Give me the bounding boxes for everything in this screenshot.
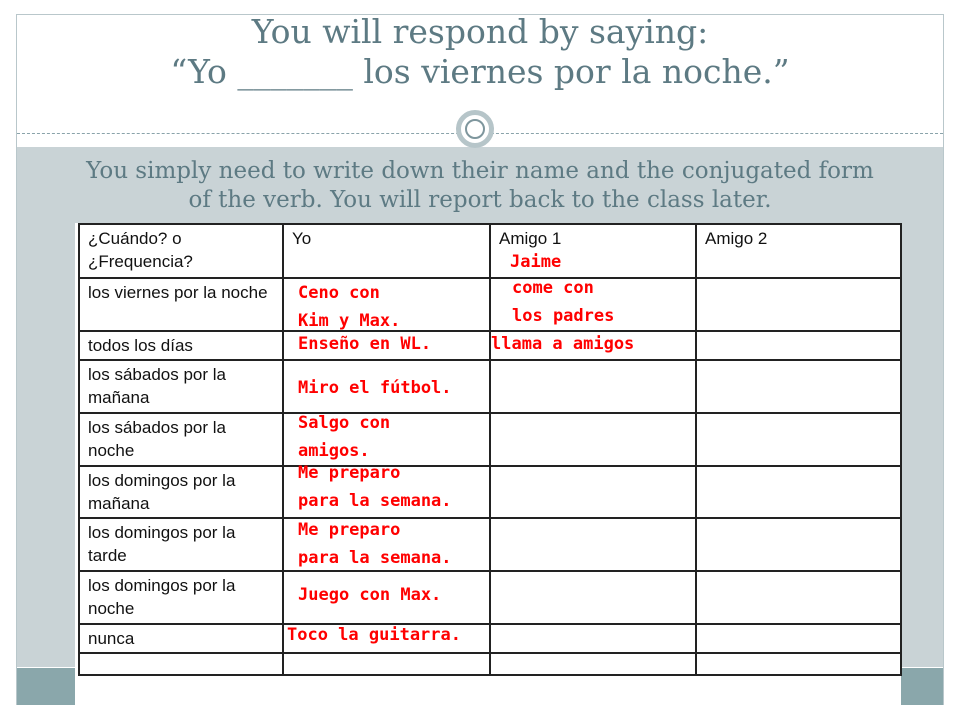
cell-yo — [283, 653, 490, 675]
amigo1-name: Jaime — [510, 252, 562, 272]
row-label — [79, 653, 283, 675]
cell-amigo-2 — [696, 331, 901, 360]
table-row — [79, 624, 901, 653]
row-label: nunca — [79, 624, 283, 653]
header-amigo-1: Amigo 1 — [490, 224, 696, 278]
row-label: los sábados por la noche — [79, 413, 283, 466]
cell-amigo-2 — [696, 571, 901, 624]
row-label: los domingos por la tarde — [79, 518, 283, 571]
subtitle-line-1: You simply need to write down their name and the conjugated form — [86, 158, 874, 184]
cell-amigo-1 — [490, 653, 696, 675]
answer-yo-domingos-manana-line1: Me preparo — [298, 463, 401, 483]
answer-amigo1-todos: llama a amigos — [491, 334, 635, 354]
table-header-row — [79, 224, 901, 278]
cell-amigo-1 — [490, 413, 696, 466]
cell-amigo-2 — [696, 653, 901, 675]
answer-yo-nunca: Toco la guitarra. — [287, 625, 461, 645]
table-row — [79, 466, 901, 518]
answer-yo-sabados-manana: Miro el fútbol. — [298, 378, 452, 398]
answer-amigo1-viernes-line1: come con — [512, 278, 594, 298]
survey-table — [78, 223, 902, 676]
title-line-2: “Yo _______ los viernes por la noche.” — [170, 52, 790, 91]
circle-ornament-icon — [456, 110, 494, 148]
cell-amigo-1 — [490, 624, 696, 653]
cell-amigo-2 — [696, 413, 901, 466]
answer-yo-todos: Enseño en WL. — [298, 334, 432, 354]
table-row — [79, 518, 901, 571]
answer-yo-domingos-tarde-line2: para la semana. — [298, 548, 452, 568]
slide-subtitle — [17, 157, 943, 215]
answer-yo-domingos-tarde-line1: Me preparo — [298, 520, 401, 540]
row-label: los sábados por la mañana — [79, 360, 283, 413]
subtitle-line-2: of the verb. You will report back to the class later. — [188, 187, 772, 213]
cell-amigo-1 — [490, 360, 696, 413]
header-amigo-2: Amigo 2 — [696, 224, 901, 278]
cell-amigo-2 — [696, 278, 901, 331]
header-cuando: ¿Cuándo? o ¿Frequencia? — [79, 224, 283, 278]
cell-amigo-2 — [696, 624, 901, 653]
slide-title — [17, 12, 943, 92]
answer-amigo1-viernes-line2: los padres — [512, 306, 615, 326]
title-line-1: You will respond by saying: — [251, 12, 709, 51]
answer-yo-domingos-noche: Juego con Max. — [298, 585, 442, 605]
row-label: todos los días — [79, 331, 283, 360]
table-row — [79, 360, 901, 413]
answer-yo-sabados-noche-line1: Salgo con — [298, 413, 391, 433]
table-row — [79, 413, 901, 466]
row-label: los viernes por la noche — [79, 278, 283, 331]
answer-yo-domingos-manana-line2: para la semana. — [298, 491, 452, 511]
cell-amigo-1 — [490, 466, 696, 518]
cell-amigo-2 — [696, 466, 901, 518]
cell-amigo-1 — [490, 571, 696, 624]
row-label: los domingos por la mañana — [79, 466, 283, 518]
answer-yo-viernes-line2: Kim y Max. — [298, 311, 401, 331]
cell-amigo-2 — [696, 360, 901, 413]
cell-amigo-1 — [490, 518, 696, 571]
answer-yo-viernes-line1: Ceno con — [298, 283, 380, 303]
header-yo: Yo — [283, 224, 490, 278]
table-row — [79, 653, 901, 675]
answer-yo-sabados-noche-line2: amigos. — [298, 441, 370, 461]
row-label: los domingos por la noche — [79, 571, 283, 624]
table-row — [79, 331, 901, 360]
table-row — [79, 278, 901, 331]
table-row — [79, 571, 901, 624]
cell-amigo-2 — [696, 518, 901, 571]
